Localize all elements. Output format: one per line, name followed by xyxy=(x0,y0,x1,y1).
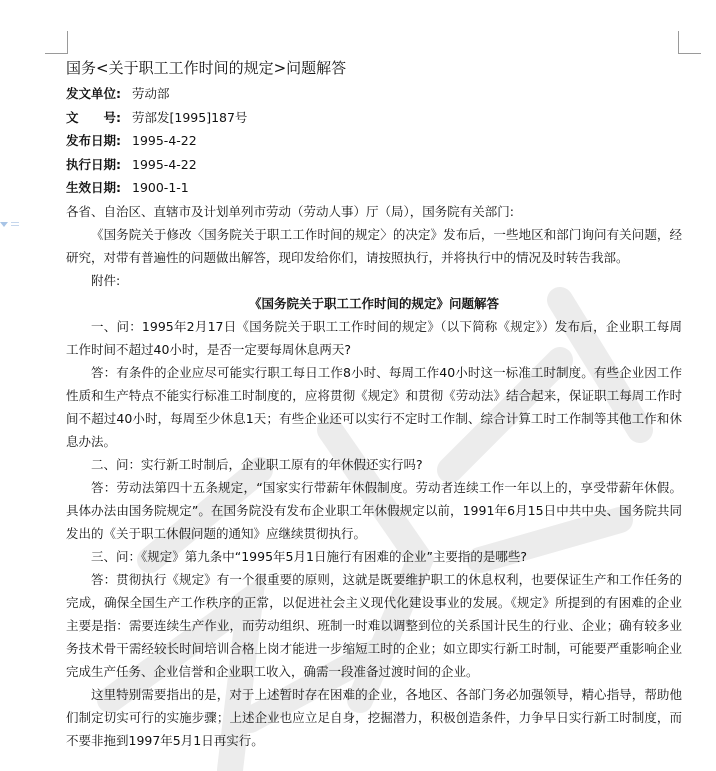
meta-label: 发布日期: xyxy=(66,133,121,148)
meta-issuer xyxy=(66,82,682,106)
attachment-label: 附件: xyxy=(91,272,121,288)
closing-note: 这里特别需要指出的是，对于上述暂时存在困难的企业，各地区、各部门务必加强领导，精心指导，帮助他们制定切实可行的实施步骤；上述企业也应立足自身，挖掘潜力，积极创造条件，力争早日实行新工时制度，而不要非拖到1997年5月1日再实行。 xyxy=(66,686,682,748)
meta-label: 执行日期: xyxy=(66,156,121,172)
meta-label: 生效日期: xyxy=(66,180,121,195)
meta-value: 1900-1-1 xyxy=(132,180,189,195)
meta-valid-date xyxy=(66,176,682,200)
meta-publish-date xyxy=(66,129,682,153)
crop-mark-top-left xyxy=(45,31,68,54)
section-title: 《国务院关于职工工作时间的规定》问题解答 xyxy=(248,295,499,311)
addressee-line: 各省、自治区、直辖市及计划单列市劳动（劳动人事）厅（局），国务院有关部门: xyxy=(66,203,514,219)
question-1: 一、问：1995年2月17日《国务院关于职工工作时间的规定》（以下简称《规定》）发布后，企业职工每周工作时间不超过40小时，是否一定要每周休息两天? xyxy=(66,318,682,357)
question-2: 二、问：实行新工时制后，企业职工原有的年休假还实行吗? xyxy=(91,456,423,472)
meta-value: 劳部发[1995]187号 xyxy=(132,109,248,125)
answer-1: 答：有条件的企业应尽可能实行职工每日工作8小时、每周工作40小时这一标准工时制度。有些企业因工作性质和生产特点不能实行标准工时制度的，应将贯彻《规定》和贯彻《劳动法》结合起来，保证职工每周工作时间不超过40小时，每周至少休息1天；有些企业还可以实行不定时工作制、综合计算工时工作制等其他工作和休息办法。 xyxy=(66,364,682,449)
document-title: 国务<关于职工工作时间的规定>问题解答 xyxy=(66,59,347,77)
paragraph-anchor-icon xyxy=(0,222,8,227)
meta-doc-number xyxy=(66,106,682,130)
meta-value: 1995-4-22 xyxy=(132,156,197,172)
document-page xyxy=(66,56,682,752)
meta-effective-date xyxy=(66,153,682,177)
crop-mark-top-right xyxy=(678,31,701,54)
meta-value: 劳动部 xyxy=(132,86,170,101)
meta-label: 发文单位: xyxy=(66,86,121,101)
answer-2: 答：劳动法第四十五条规定，“国家实行带薪年休假制度。劳动者连续工作一年以上的，享受带薪年休假。具体办法由国务院规定”。在国务院没有发布企业职工年休假规定以前，1991年6月15日中共中央、国务院共同发出的《关于职工休假问题的通知》应继续贯彻执行。 xyxy=(66,479,682,541)
meta-label: 文 号: xyxy=(66,109,121,125)
question-3: 三、问：《规定》第九条中“1995年5月1日施行有困难的企业”主要指的是哪些? xyxy=(91,548,528,564)
answer-3: 答：贯彻执行《规定》有一个很重要的原则，这就是既要维护职工的休息权利，也要保证生产和工作任务的完成，确保全国生产工作秩序的正常，以促进社会主义现代化建设事业的发展。《规定》所提到的有困难的企业主要是指：需要连续生产作业，而劳动组织、班制一时难以调整到位的关系国计民生的行业、企业；确有较多业务技术骨干需经较长时间培训合格上岗才能进一步缩短工时的企业；如立即实行新工时制，可能要严重影响企业完成生产任务、企业信誉和企业职工收入，确需一段准备过渡时间的企业。 xyxy=(66,571,682,679)
format-marker-icon xyxy=(11,220,19,228)
meta-value: 1995-4-22 xyxy=(132,133,197,148)
intro-paragraph: 《国务院关于修改〈国务院关于职工工作时间的规定〉的决定》发布后，一些地区和部门询问有关问题，经研究，对带有普遍性的问题做出解答，现印发给你们，请按照执行，并将执行中的情况及时转告我部。 xyxy=(66,226,682,265)
